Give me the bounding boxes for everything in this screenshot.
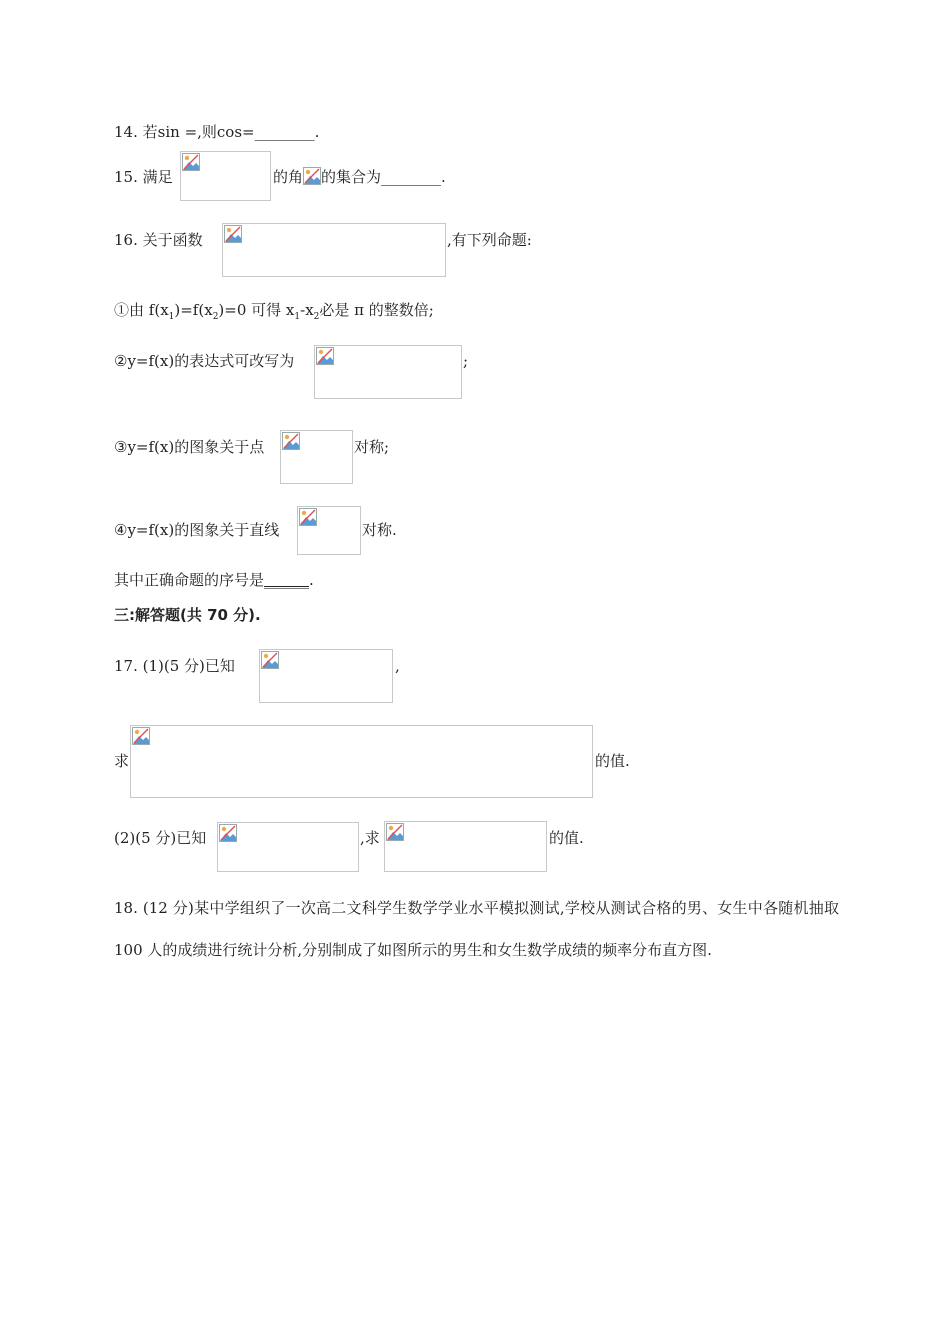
question-text: (1)(5 分)已知 [142,657,235,675]
formula-image [259,649,393,703]
question-text: 的角 [273,168,304,186]
subscript: 2 [212,312,219,322]
broken-image-icon [386,823,404,841]
formula-image [297,506,361,555]
answer-blank: ______ [264,571,310,589]
statement-marker: ② [114,352,128,370]
statement-marker: ③ [114,438,128,456]
question-14 [114,122,319,142]
question-text: 求 [114,752,130,770]
statement-text: )=f(x [174,301,213,319]
answer-blank: ________ [254,123,315,141]
question-text: 的值. [549,829,584,847]
subscript: 1 [294,312,301,322]
statement-2 [114,351,294,371]
broken-image-icon [299,508,317,526]
question-17 [114,656,235,676]
question-15-cont [273,167,446,187]
question-15 [114,167,173,187]
question-text: 满足 [142,168,173,186]
question-number: 14. [114,123,138,141]
statement-text: y=f(x)的表达式可改写为 [127,352,295,370]
question-number: 17. [114,657,138,675]
formula-image [180,151,271,201]
formula-image [314,345,462,399]
formula-image [384,821,547,872]
question-text: 其中正确命题的序号是 [114,571,265,589]
statement-3 [114,437,264,457]
statement-text: y=f(x)的图象关于点 [127,438,265,456]
statement-text: 必是 π 的整数倍; [319,301,434,319]
question-16-answer [114,570,314,590]
question-16 [114,230,203,250]
statement-1 [114,300,434,327]
punctuation: , [395,657,400,675]
section-heading: 三:解答题(共 70 分). [114,606,261,624]
statement-text: 对称; [354,438,390,456]
question-text: (2)(5 分)已知 [114,829,207,847]
question-text: 关于函数 [142,231,203,249]
statement-4 [114,520,279,540]
formula-image [130,725,593,798]
answer-blank: ________ [381,168,442,186]
statement-marker: ① [114,301,130,319]
question-text: ,有下列命题: [447,231,532,249]
question-18: 18. (12 分)某中学组织了一次高二文科学生数学学业水平模拟测试,学校从测试合格的男、女生中各随机抽取 100 人的成绩进行统计分析,分别制成了如图所示的男生和女生数学成绩的频率分布直方图. [114,899,839,959]
statement-marker: ④ [114,521,128,539]
question-text: 若sin =,则cos= [142,123,255,141]
question-text: 的集合为 [321,168,382,186]
formula-image [217,822,359,872]
question-number: 15. [114,168,138,186]
question-text: ,求 [360,829,380,847]
broken-image-icon [261,651,279,669]
statement-text: )=0 可得 x [218,301,295,319]
subscript: 1 [168,312,175,322]
subscript: 2 [313,312,320,322]
punctuation: . [309,571,314,589]
question-number: 16. [114,231,138,249]
statement-text: y=f(x)的图象关于直线 [127,521,280,539]
broken-image-icon [224,225,242,243]
broken-image-icon [219,824,237,842]
statement-text: 对称. [362,521,397,539]
formula-image [280,430,353,484]
punctuation: ; [463,352,469,370]
broken-image-icon [182,153,200,171]
punctuation: . [314,123,320,141]
question-text: 的值. [595,752,630,770]
statement-text: 由 f(x [129,301,169,319]
statement-text: -x [300,301,314,319]
broken-image-icon [303,167,321,185]
punctuation: . [441,168,446,186]
broken-image-icon [132,727,150,745]
formula-image [222,223,446,277]
broken-image-icon [282,432,300,450]
broken-image-icon [316,347,334,365]
